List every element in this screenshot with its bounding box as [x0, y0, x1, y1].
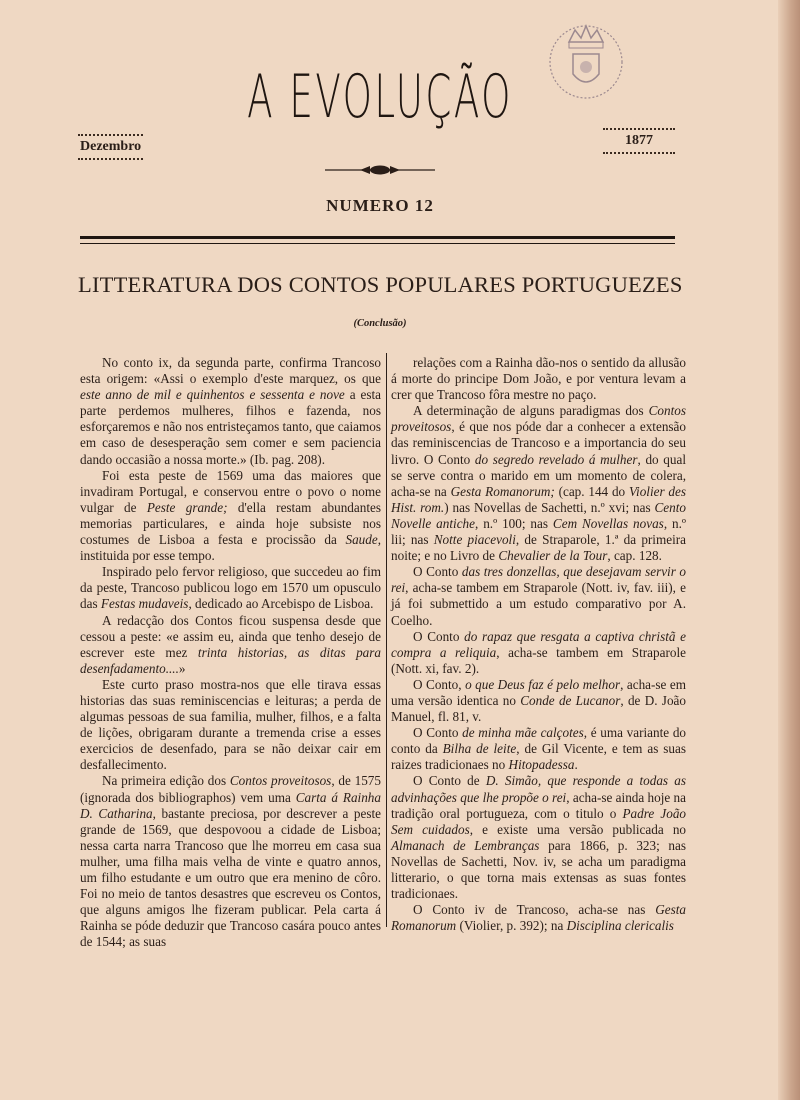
text: O Conto: [413, 725, 463, 741]
italic-text: Chevalier de la Tour: [498, 548, 608, 564]
italic-text: Hitopadessa: [508, 757, 575, 773]
italic-text: Conde de Lucanor: [520, 692, 621, 708]
italic-text: das tres donzellas, que desejavam servir o rei: [391, 564, 686, 596]
text: Inspirado pelo fervor religioso, que succedeu ao fim da peste, Trancoso publicou logo em 1570 um opusculo das: [80, 564, 381, 612]
paragraph: [80, 773, 381, 950]
paragraph: [80, 355, 381, 468]
paragraph: [80, 468, 381, 565]
header-rule-thin: [80, 243, 675, 244]
text: , acha-se tambem em Straparole (Nott. iv, fav. iii), e já foi submettido a um estudo comparativo por A. Coelho.: [391, 580, 686, 628]
italic-text: Almanach de Lembranças: [391, 837, 540, 853]
italic-text: Contos proveitosos: [229, 773, 332, 789]
text: O Conto: [413, 628, 465, 644]
text: .: [574, 757, 578, 773]
text: , bastante preciosa, por descrever a peste grande de 1569, que despovoou a cidade de Lisboa; nessa carta narra Trancoso que lhe morreu em casa sua mulher, uma filha mais velha de vinte e quatro annos, um filho estudante e um outro que era menino de côro. Foi no meio de tantos desastres que escreveu os Contos, que alguns amigos lhe fizeram publicar. Pela carta á Rainha se póde deduzir que Trancoso casára pouco antes de 1544; as suas: [80, 805, 382, 950]
italic-text: Gesta Romanorum: [391, 902, 686, 934]
text: , n.º 100; nas: [475, 515, 553, 531]
paragraph: [391, 725, 686, 773]
italic-text: Carta á Rainha D. Catharina: [80, 789, 381, 821]
issue-number: NUMERO 12: [326, 196, 434, 215]
text: O Conto iv de Trancoso, acha-se nas: [413, 902, 656, 918]
paragraph: [391, 773, 686, 902]
text: para 1866, p. 323; nas Novellas de Sachetti, Nov. iv, se acha um paradigma litterario, o que torna mais extensas as suas fontes tradicionaes.: [391, 837, 686, 902]
text: ) nas Novellas de Sachetti, n.º xvi; nas: [444, 499, 655, 515]
text: , de D. João Manuel, fl. 81, v.: [391, 692, 686, 725]
text: , de 1575 (ignorada dos bibliographos) vem uma: [80, 773, 381, 805]
paragraph: [391, 403, 686, 564]
paragraph: [80, 613, 381, 677]
paragraph: [391, 564, 686, 628]
italic-text: de minha mãe calçotes: [462, 725, 584, 741]
paragraph: [391, 355, 686, 403]
newspaper-title: A EVOLUÇÃO: [247, 62, 513, 132]
issue-month: Dezembro: [78, 134, 143, 160]
italic-text: Violier des Hist. rom.: [391, 483, 686, 515]
text: , e existe uma versão publicada no: [469, 821, 687, 837]
text: , acha-se ainda hoje na tradição oral portugueza, com o titulo o: [391, 789, 686, 821]
article-title: LITTERATURA DOS CONTOS POPULARES PORTUGUEZES: [78, 272, 683, 297]
text: , é que nos póde dar a conhecer a extensão das reminiscencias de Trancoso e a importancia do seu livro. O Conto: [391, 419, 686, 467]
text: O Conto de: [413, 773, 486, 789]
text: O Conto,: [413, 676, 466, 692]
column-divider: [386, 353, 387, 927]
text: Foi esta peste de 1569 uma das maiores que invadiram Portugal, e conservou entre o povo o nome vulgar de: [80, 467, 381, 515]
text: O Conto: [413, 564, 462, 580]
header-rule: [80, 236, 675, 239]
italic-text: Cem Novellas novas: [552, 515, 664, 531]
paragraph: [391, 902, 686, 934]
italic-text: D. Simão, que responde a todas as advinhações que lhe propõe o rei: [391, 773, 686, 805]
article-subtitle: (Conclusão): [353, 318, 407, 329]
text: Este curto praso mostra-nos que elle tirava essas historias das suas reminiscencias e leituras; a perda de algumas pessoas de sua familia, mulher, filhos, e a falta de lições, obrigaram durante a tremenda crise a esses exercicios de desenfado, para se não deixar cair em desfallecimento.: [80, 676, 381, 773]
text: d'ella restam abundantes memorias particulares, e ainda hoje subsiste nos costumes de Lisboa a festa e procissão da: [80, 499, 381, 548]
ornament-divider: [325, 163, 435, 177]
issue-year: 1877: [603, 128, 675, 154]
paragraph: [80, 677, 381, 774]
italic-text: Disciplina clericalis: [566, 918, 674, 934]
text: A redacção dos Contos ficou suspensa desde que cessou a peste: «e assim eu, ainda que tenho desejo de escrever este mez: [80, 612, 381, 660]
italic-text: o que Deus faz é pelo melhor: [465, 676, 621, 692]
text: , dedicado ao Arcebispo de Lisboa.: [188, 596, 374, 612]
text: , de Straparole, 1.ª da primeira noite; e no Livro de: [391, 532, 686, 564]
text: , instituida por esse tempo.: [80, 532, 381, 564]
text: , acha-se tambem em Straparole (Nott. xi, fav. 2).: [391, 644, 686, 676]
italic-text: Peste grande;: [146, 499, 228, 515]
italic-text: Cento Novelle antiche: [391, 499, 686, 531]
italic-text: Notte piacevoli: [433, 532, 516, 548]
text: a esta parte perdemos mulheres, filhos e fazenda, nos esforçaremos e não nos entristeçamos tanto, que caiamos em caso de desesperação sem comer e sem paciencia dando occasião a nossa morte.» (Ib. pag. 208).: [80, 387, 382, 467]
italic-text: Gesta Romanorum;: [450, 483, 555, 499]
italic-text: do segredo revelado á mulher: [474, 451, 638, 467]
italic-text: Bilha de leite: [442, 741, 517, 757]
italic-text: do rapaz que resgata a captiva christã e compra a reliquia: [391, 628, 687, 660]
italic-text: Contos proveitosos: [391, 403, 686, 435]
text: A determinação de alguns paradigmas dos: [413, 403, 649, 419]
page-edge: [778, 0, 800, 1100]
right-column: [391, 355, 686, 934]
paragraph: [391, 677, 686, 725]
italic-text: trinta historias, as ditas para desenfadamento....: [80, 644, 381, 676]
paragraph: [80, 564, 381, 612]
text: , é uma variante do conto da: [391, 725, 687, 757]
paragraph: [391, 629, 686, 677]
text: (cap. 144 do: [554, 483, 629, 499]
left-column: [80, 355, 381, 950]
italic-text: Festas mudaveis: [100, 596, 189, 612]
text: »: [178, 660, 186, 676]
text: , de Gil Vicente, e tem as suas raizes tradicionaes no: [391, 741, 686, 773]
text: , do qual se serve contra o marido em um momento de colera, acha-se na: [391, 451, 686, 499]
italic-text: Padre João Sem cuidados: [391, 805, 687, 837]
text: No conto ix, da segunda parte, confirma Trancoso esta origem: «Assi o exemplo d'este marquez, os que: [80, 355, 381, 387]
text: , acha-se em uma versão identica no: [391, 676, 687, 708]
text: (Violier, p. 392); na: [456, 918, 567, 934]
text: relações com a Rainha dão-nos o sentido da allusão á morte do principe Dom João, e por ventura levam a crer que Trancoso fôra mestre no paço.: [391, 355, 686, 403]
text: Na primeira edição dos: [102, 773, 230, 789]
italic-text: este anno de mil e quinhentos e sessenta e nove: [80, 387, 345, 403]
text: , cap. 128.: [607, 548, 662, 564]
italic-text: Saude: [345, 532, 378, 548]
text: , n.º lii; nas: [391, 515, 687, 548]
